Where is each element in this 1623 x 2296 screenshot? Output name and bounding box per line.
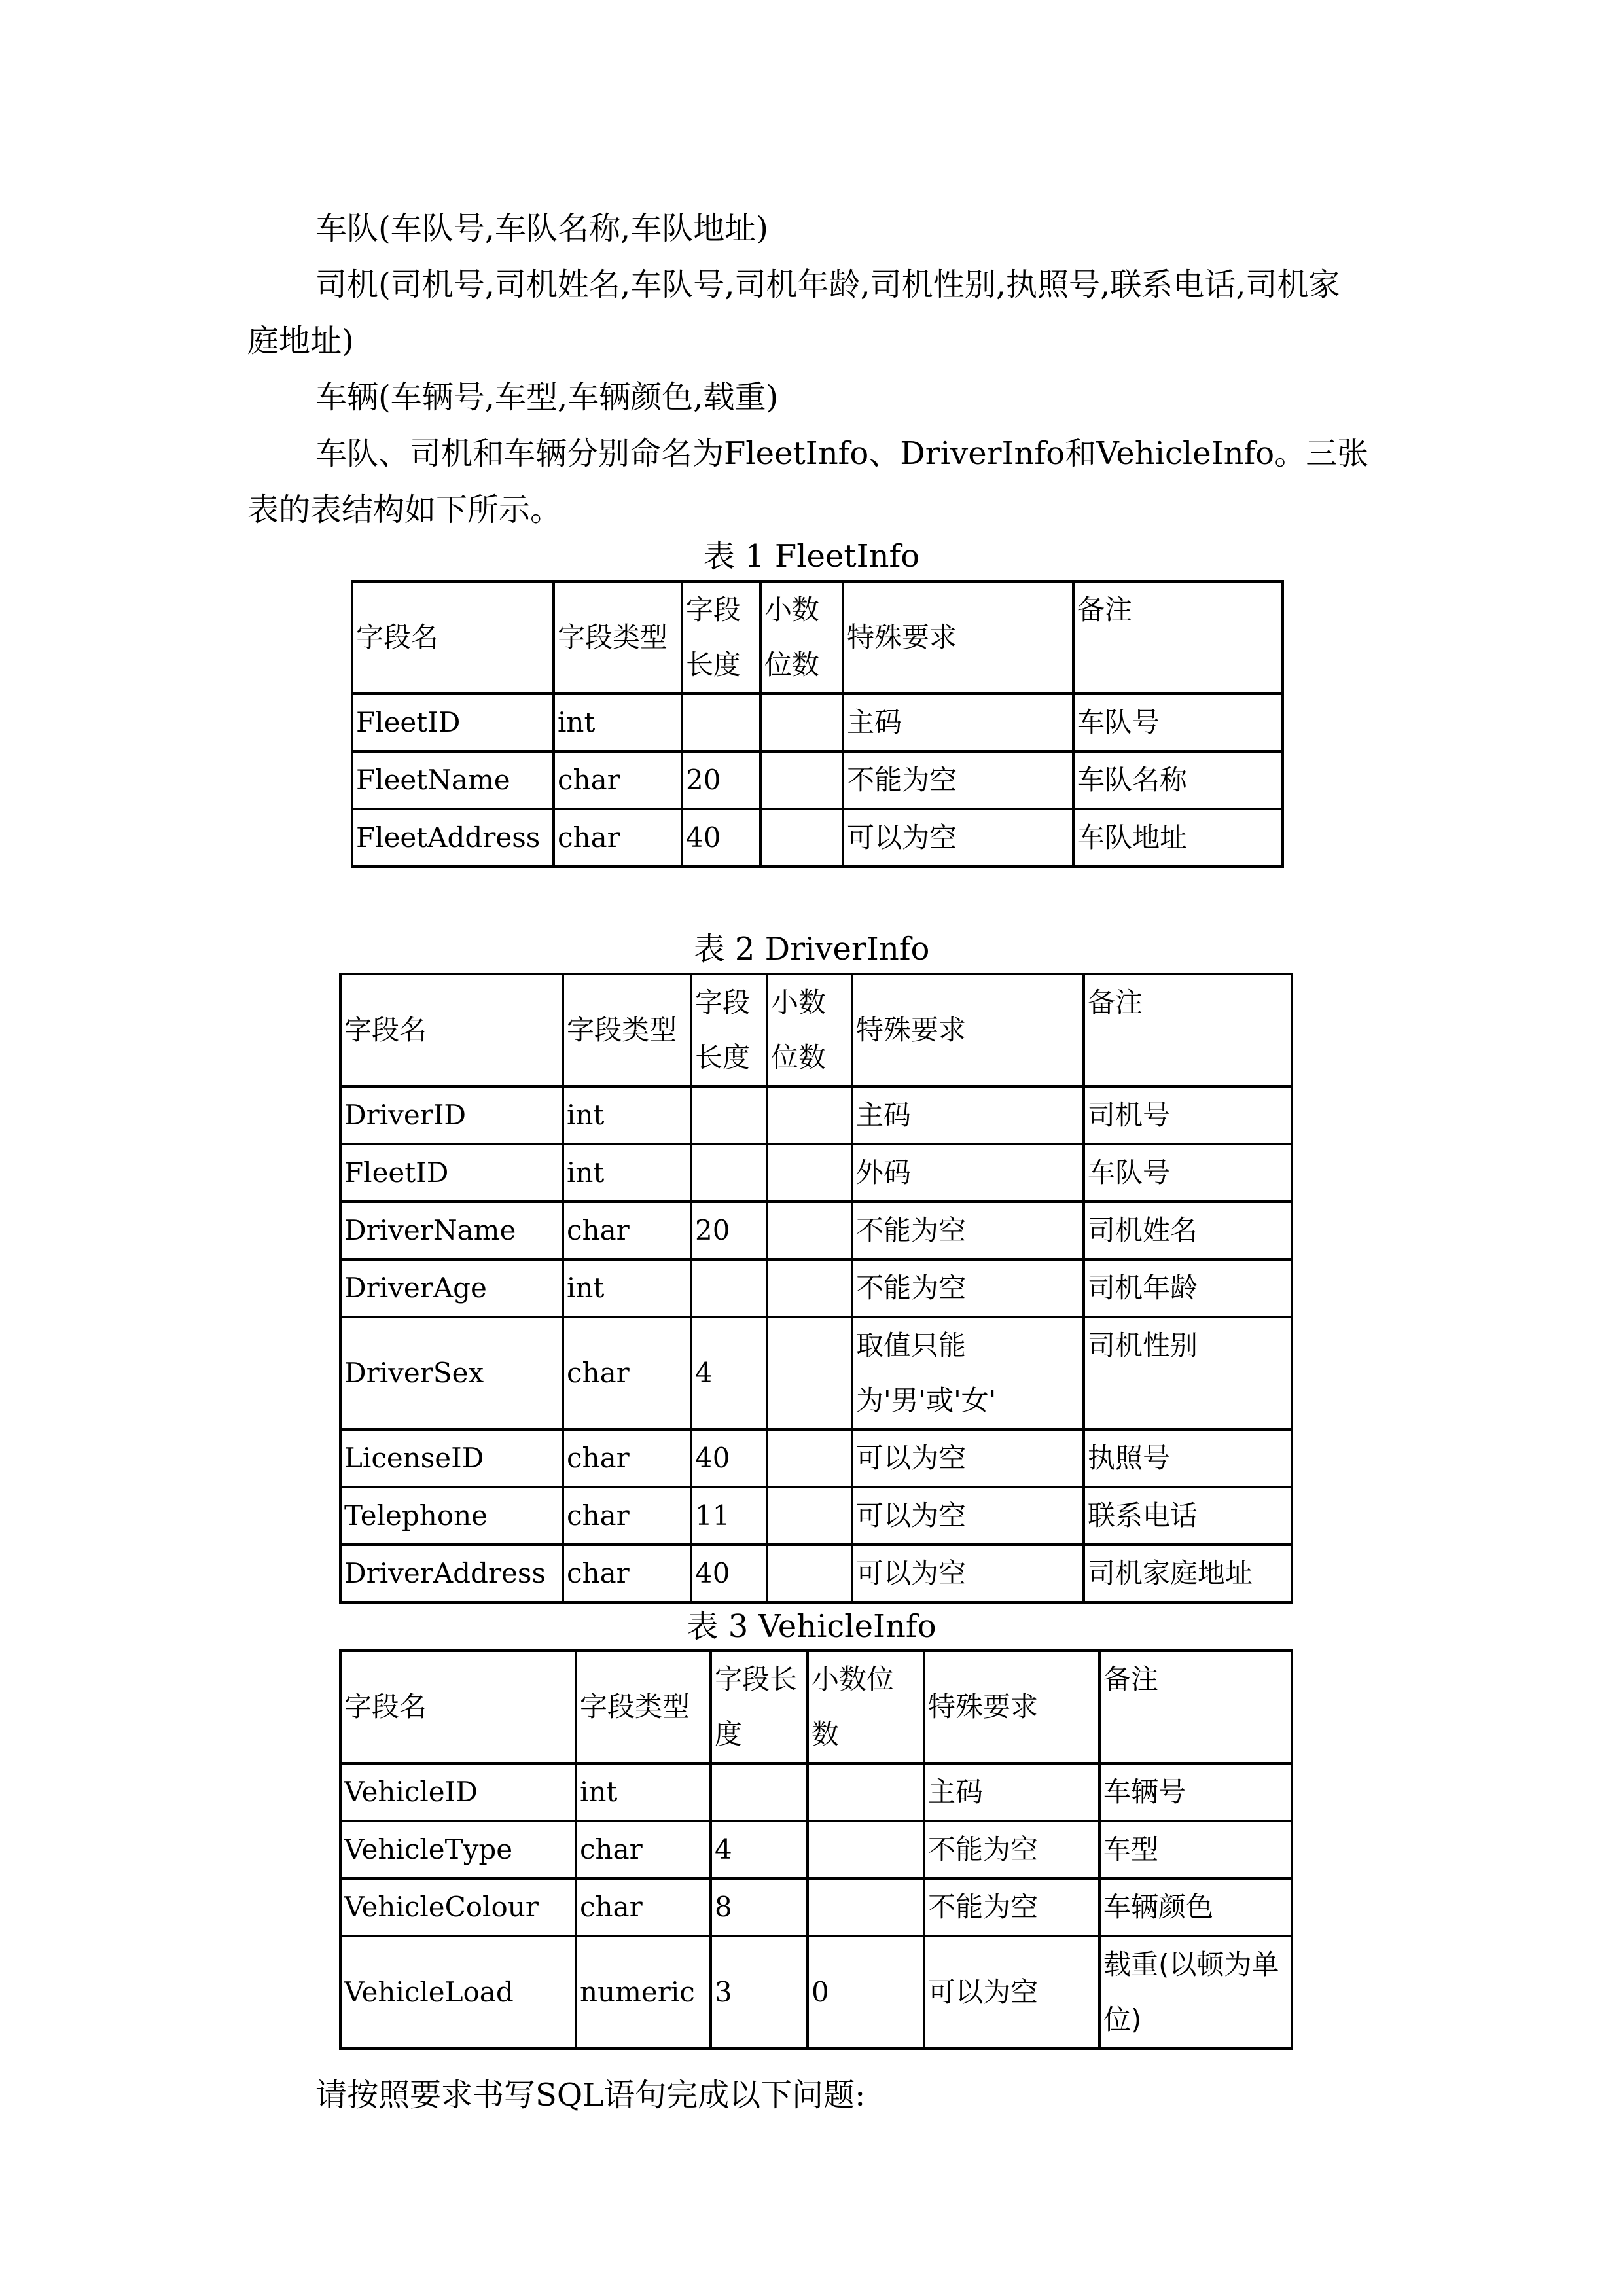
table-header-row bbox=[340, 974, 1292, 1086]
intro-driver-schema: 司机(司机号,司机姓名,车队号,司机年龄,司机性别,执照号,联系电话,司机家庭地址) bbox=[247, 266, 1340, 359]
cell-decimals bbox=[767, 1144, 852, 1202]
cell-type: char bbox=[563, 1487, 691, 1545]
cell-length: 40 bbox=[691, 1545, 767, 1602]
cell-special: 外码 bbox=[852, 1144, 1084, 1202]
cell-decimals bbox=[767, 1317, 852, 1429]
cell-name: VehicleType bbox=[340, 1821, 576, 1878]
cell-special: 取值只能为'男'或'女' bbox=[852, 1317, 1084, 1429]
header-special: 特殊要求 bbox=[852, 974, 1084, 1086]
cell-decimals bbox=[808, 1878, 924, 1936]
cell-type: int bbox=[563, 1259, 691, 1317]
cell-name: VehicleColour bbox=[340, 1878, 576, 1936]
header-special: 特殊要求 bbox=[843, 581, 1073, 694]
cell-remark: 车队地址 bbox=[1073, 809, 1283, 867]
cell-type: char bbox=[576, 1821, 711, 1878]
intro-fleet-schema: 车队(车队号,车队名称,车队地址) bbox=[315, 210, 768, 247]
cell-type: numeric bbox=[576, 1936, 711, 2049]
table-row bbox=[340, 1487, 1292, 1545]
cell-name: FleetID bbox=[340, 1144, 563, 1202]
cell-decimals bbox=[760, 694, 843, 751]
cell-remark: 车型 bbox=[1099, 1821, 1292, 1878]
cell-decimals bbox=[808, 1821, 924, 1878]
table-header-row bbox=[340, 1651, 1292, 1763]
cell-length: 4 bbox=[691, 1317, 767, 1429]
cell-name: Telephone bbox=[340, 1487, 563, 1545]
header-field-name: 字段名 bbox=[340, 974, 563, 1086]
cell-length bbox=[682, 694, 760, 751]
cell-name: VehicleID bbox=[340, 1763, 576, 1821]
cell-remark: 车辆颜色 bbox=[1099, 1878, 1292, 1936]
cell-remark: 执照号 bbox=[1084, 1429, 1292, 1487]
cell-type: int bbox=[554, 694, 682, 751]
cell-remark: 车队号 bbox=[1073, 694, 1283, 751]
cell-decimals bbox=[760, 809, 843, 867]
table-row bbox=[340, 1936, 1292, 2049]
table2-caption bbox=[0, 929, 1623, 969]
cell-special: 主码 bbox=[843, 694, 1073, 751]
cell-type: char bbox=[563, 1202, 691, 1259]
cell-type: int bbox=[576, 1763, 711, 1821]
table3-caption-prefix: 表 bbox=[687, 1608, 719, 1645]
table-row bbox=[340, 1259, 1292, 1317]
cell-name: FleetAddress bbox=[352, 809, 554, 867]
table2-caption-text: 2 DriverInfo bbox=[734, 931, 930, 967]
cell-length bbox=[691, 1144, 767, 1202]
cell-type: char bbox=[554, 751, 682, 809]
table-row bbox=[340, 1144, 1292, 1202]
cell-remark: 司机姓名 bbox=[1084, 1202, 1292, 1259]
header-remark: 备注 bbox=[1099, 1651, 1292, 1763]
cell-length: 8 bbox=[711, 1878, 808, 1936]
cell-length: 40 bbox=[691, 1429, 767, 1487]
table-header-row bbox=[352, 581, 1283, 694]
cell-length: 20 bbox=[691, 1202, 767, 1259]
cell-length: 40 bbox=[682, 809, 760, 867]
cell-length: 3 bbox=[711, 1936, 808, 2049]
driverinfo-table bbox=[339, 973, 1293, 1604]
cell-name: FleetID bbox=[352, 694, 554, 751]
cell-special: 可以为空 bbox=[852, 1487, 1084, 1545]
header-field-length: 字段长度 bbox=[691, 974, 767, 1086]
cell-length bbox=[691, 1259, 767, 1317]
cell-decimals bbox=[767, 1086, 852, 1144]
cell-length: 11 bbox=[691, 1487, 767, 1545]
cell-name: DriverID bbox=[340, 1086, 563, 1144]
cell-name: FleetName bbox=[352, 751, 554, 809]
cell-decimals bbox=[767, 1259, 852, 1317]
table-row bbox=[352, 809, 1283, 867]
cell-special: 主码 bbox=[924, 1763, 1099, 1821]
cell-special: 不能为空 bbox=[843, 751, 1073, 809]
fleetinfo-table bbox=[351, 580, 1284, 868]
table-row bbox=[340, 1763, 1292, 1821]
cell-name: DriverSex bbox=[340, 1317, 563, 1429]
cell-name: DriverAge bbox=[340, 1259, 563, 1317]
cell-type: int bbox=[563, 1086, 691, 1144]
table1-caption bbox=[0, 537, 1623, 576]
cell-remark: 司机性别 bbox=[1084, 1317, 1292, 1429]
table-row bbox=[340, 1202, 1292, 1259]
cell-special: 不能为空 bbox=[924, 1821, 1099, 1878]
table1-caption-prefix: 表 bbox=[703, 538, 735, 575]
cell-length bbox=[691, 1086, 767, 1144]
table-row bbox=[340, 1086, 1292, 1144]
header-decimals: 小数位数 bbox=[760, 581, 843, 694]
cell-name: DriverName bbox=[340, 1202, 563, 1259]
vehicleinfo-table bbox=[339, 1649, 1293, 2050]
cell-decimals bbox=[767, 1545, 852, 1602]
header-decimals: 小数位数 bbox=[767, 974, 852, 1086]
table-row bbox=[340, 1545, 1292, 1602]
cell-remark: 载重(以顿为单位) bbox=[1099, 1936, 1292, 2049]
cell-decimals bbox=[767, 1429, 852, 1487]
cell-special: 可以为空 bbox=[852, 1429, 1084, 1487]
cell-special: 可以为空 bbox=[852, 1545, 1084, 1602]
cell-decimals bbox=[760, 751, 843, 809]
table-row bbox=[340, 1878, 1292, 1936]
cell-type: char bbox=[563, 1317, 691, 1429]
cell-type: char bbox=[563, 1429, 691, 1487]
header-field-length: 字段长度 bbox=[682, 581, 760, 694]
cell-type: int bbox=[563, 1144, 691, 1202]
cell-name: VehicleLoad bbox=[340, 1936, 576, 2049]
cell-length: 20 bbox=[682, 751, 760, 809]
cell-decimals bbox=[767, 1487, 852, 1545]
header-special: 特殊要求 bbox=[924, 1651, 1099, 1763]
table3-caption bbox=[0, 1607, 1623, 1646]
cell-remark: 联系电话 bbox=[1084, 1487, 1292, 1545]
cell-type: char bbox=[563, 1545, 691, 1602]
cell-special: 主码 bbox=[852, 1086, 1084, 1144]
cell-length bbox=[711, 1763, 808, 1821]
cell-special: 不能为空 bbox=[924, 1878, 1099, 1936]
table3-caption-text: 3 VehicleInfo bbox=[728, 1608, 936, 1645]
header-field-name: 字段名 bbox=[340, 1651, 576, 1763]
header-remark: 备注 bbox=[1073, 581, 1283, 694]
cell-name: LicenseID bbox=[340, 1429, 563, 1487]
cell-remark: 司机家庭地址 bbox=[1084, 1545, 1292, 1602]
cell-remark: 车辆号 bbox=[1099, 1763, 1292, 1821]
cell-type: char bbox=[576, 1878, 711, 1936]
intro-table-naming: 车队、司机和车辆分别命名为FleetInfo、DriverInfo和VehicleInfo。三张表的表结构如下所示。 bbox=[247, 435, 1369, 528]
table-row bbox=[352, 751, 1283, 809]
table2-caption-prefix: 表 bbox=[693, 931, 725, 967]
cell-type: char bbox=[554, 809, 682, 867]
header-remark: 备注 bbox=[1084, 974, 1292, 1086]
cell-remark: 司机号 bbox=[1084, 1086, 1292, 1144]
table-row bbox=[340, 1317, 1292, 1429]
table-row bbox=[340, 1429, 1292, 1487]
cell-special: 可以为空 bbox=[843, 809, 1073, 867]
cell-special: 不能为空 bbox=[852, 1202, 1084, 1259]
cell-special: 不能为空 bbox=[852, 1259, 1084, 1317]
table1-caption-text: 1 FleetInfo bbox=[745, 538, 920, 575]
cell-special: 可以为空 bbox=[924, 1936, 1099, 2049]
cell-name: DriverAddress bbox=[340, 1545, 563, 1602]
cell-length: 4 bbox=[711, 1821, 808, 1878]
cell-decimals: 0 bbox=[808, 1936, 924, 2049]
table-row bbox=[340, 1821, 1292, 1878]
header-field-name: 字段名 bbox=[352, 581, 554, 694]
cell-decimals bbox=[767, 1202, 852, 1259]
cell-decimals bbox=[808, 1763, 924, 1821]
header-field-type: 字段类型 bbox=[563, 974, 691, 1086]
header-field-type: 字段类型 bbox=[554, 581, 682, 694]
footer-instruction: 请按照要求书写SQL语句完成以下问题: bbox=[315, 2077, 866, 2113]
intro-vehicle-schema: 车辆(车辆号,车型,车辆颜色,载重) bbox=[315, 379, 779, 416]
cell-remark: 车队名称 bbox=[1073, 751, 1283, 809]
cell-remark: 司机年龄 bbox=[1084, 1259, 1292, 1317]
cell-remark: 车队号 bbox=[1084, 1144, 1292, 1202]
header-field-type: 字段类型 bbox=[576, 1651, 711, 1763]
header-field-length: 字段长度 bbox=[711, 1651, 808, 1763]
header-decimals: 小数位数 bbox=[808, 1651, 924, 1763]
table-row bbox=[352, 694, 1283, 751]
